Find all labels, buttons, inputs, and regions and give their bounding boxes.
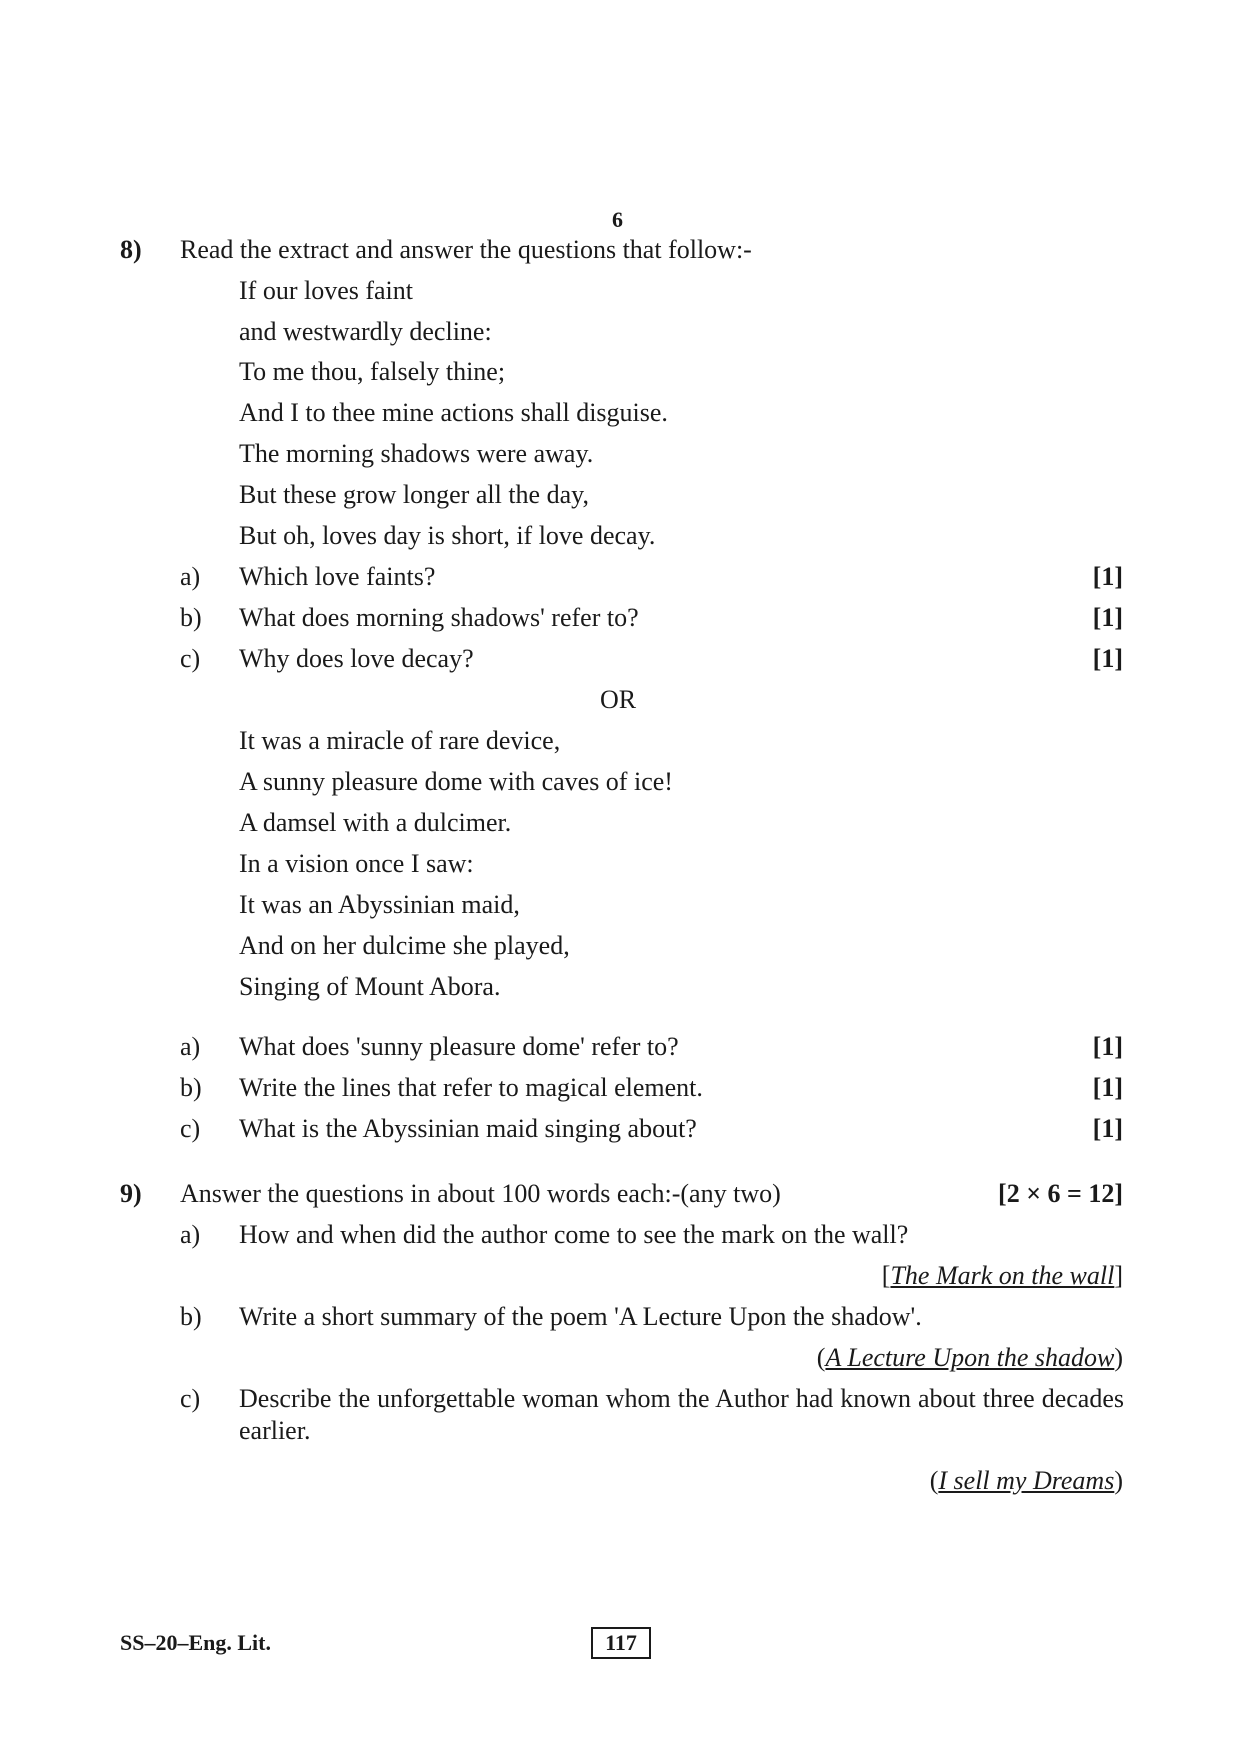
q9-sub-text: How and when did the author come to see the mark on the wall?: [239, 1220, 909, 1249]
poem2-line: In a vision once I saw:: [239, 849, 474, 878]
poem2-line: It was an Abyssinian maid,: [239, 890, 520, 919]
q8-sub-text: Why does love decay?: [239, 644, 474, 673]
q8-sub-marks: [1]: [1092, 1114, 1123, 1143]
question-9-instruction: Answer the questions in about 100 words each:-(any two): [180, 1179, 781, 1208]
q8-sub-marks: [1]: [1092, 644, 1123, 673]
q9-sub-label: a): [180, 1220, 201, 1249]
q8-sub-marks: [1]: [1092, 562, 1123, 591]
poem2-line: A damsel with a dulcimer.: [239, 808, 512, 837]
q9-sub-text: Describe the unforgettable woman whom the Author had known about three decades earlier.: [239, 1384, 1124, 1445]
q9-source-citation: (A Lecture Upon the shadow): [816, 1343, 1123, 1372]
q8-sub-marks: [1]: [1092, 1032, 1123, 1061]
q8-sub-label: c): [180, 1114, 201, 1143]
question-9-marks: [2 × 6 = 12]: [998, 1179, 1123, 1208]
q8-sub-text: Write the lines that refer to magical element.: [239, 1073, 703, 1102]
poem2-line: It was a miracle of rare device,: [239, 726, 561, 755]
footer-box-number: 117: [591, 1627, 651, 1659]
poem1-line: If our loves faint: [239, 276, 414, 305]
question-8-instruction: Read the extract and answer the questions that follow:-: [180, 235, 752, 264]
or-separator: OR: [600, 685, 637, 714]
q9-sub-text: Write a short summary of the poem 'A Lecture Upon the shadow'.: [239, 1302, 922, 1331]
q8-sub-text: What does 'sunny pleasure dome' refer to?: [239, 1032, 679, 1061]
poem1-line: To me thou, falsely thine;: [239, 357, 506, 386]
q8-sub-label: b): [180, 1073, 202, 1102]
q9-sub-label: b): [180, 1302, 202, 1331]
q8-sub-marks: [1]: [1092, 603, 1123, 632]
q8-sub-label: c): [180, 644, 201, 673]
q8-sub-label: a): [180, 1032, 201, 1061]
q8-sub-marks: [1]: [1092, 1073, 1123, 1102]
q9-sub-label: c): [180, 1384, 201, 1413]
poem2-line: A sunny pleasure dome with caves of ice!: [239, 767, 673, 796]
question-8-number: 8): [120, 235, 142, 264]
poem1-line: And I to thee mine actions shall disguise.: [239, 398, 668, 427]
poem2-line: Singing of Mount Abora.: [239, 972, 501, 1001]
q9-source-citation: (I sell my Dreams): [929, 1466, 1123, 1495]
poem2-line: And on her dulcime she played,: [239, 931, 570, 960]
poem1-line: The morning shadows were away.: [239, 439, 594, 468]
poem1-line: But these grow longer all the day,: [239, 480, 589, 509]
q8-sub-text: What does morning shadows' refer to?: [239, 603, 639, 632]
poem1-line: But oh, loves day is short, if love decay.: [239, 521, 656, 550]
question-9-number: 9): [120, 1179, 142, 1208]
footer-code: SS–20–Eng. Lit.: [120, 1630, 271, 1655]
q8-sub-label: a): [180, 562, 201, 591]
page-number: 6: [612, 207, 623, 232]
q9-source-citation: [The Mark on the wall]: [881, 1261, 1123, 1290]
poem1-line: and westwardly decline:: [239, 317, 492, 346]
q8-sub-text: Which love faints?: [239, 562, 436, 591]
q8-sub-label: b): [180, 603, 202, 632]
q8-sub-text: What is the Abyssinian maid singing about?: [239, 1114, 697, 1143]
